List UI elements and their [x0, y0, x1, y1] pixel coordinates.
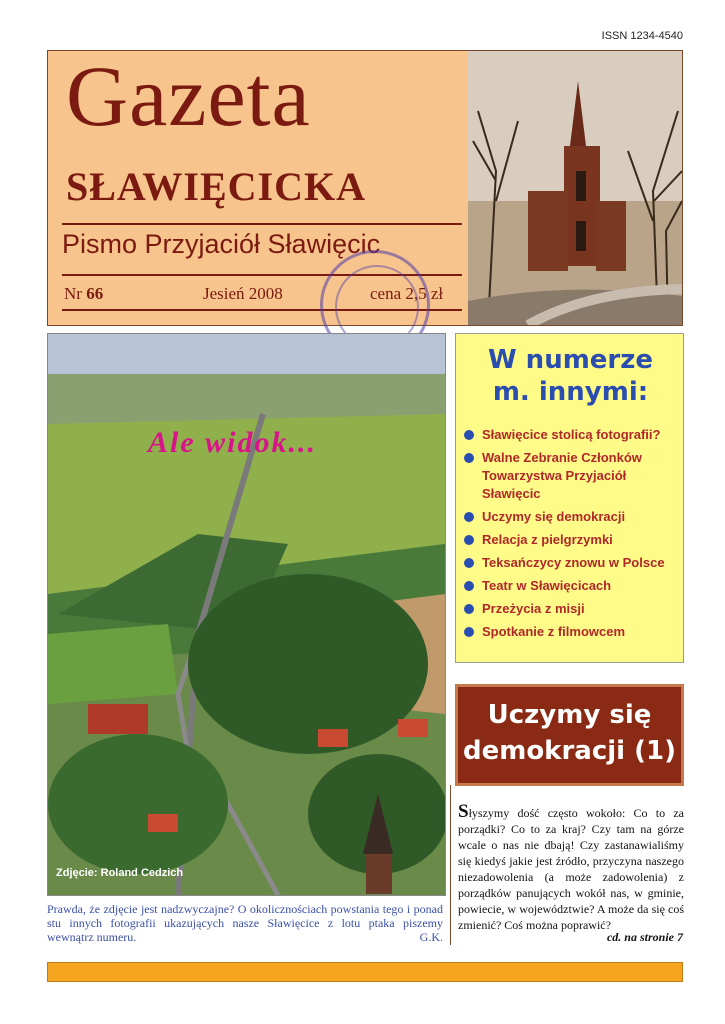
feature-headline-line1: Uczymy się [487, 700, 652, 730]
photo-caption [47, 902, 443, 944]
issue-number-value: 66 [86, 284, 104, 303]
photo-credit: Zdjęcie: Roland Cedzich [56, 867, 184, 879]
contents-item: Spotkanie z filmowcem [462, 623, 682, 641]
masthead-rule [62, 223, 462, 225]
contents-title [456, 344, 685, 408]
footer-bar [47, 962, 683, 982]
continued-note: cd. na stronie 7 [606, 930, 683, 944]
newspaper-title: Gazeta [66, 48, 311, 144]
church-photo [468, 51, 682, 325]
photo-overlay-title: Ale widok... [148, 426, 318, 459]
caption-text: Prawda, że zdjęcie jest nadzwyczajne? O okolicznościach powstania tego i ponad stu innych fotografii ukazujących nasze Sławięcice z lotu ptaka piszemy wewnątrz numeru. [47, 902, 443, 944]
aerial-photo [47, 333, 446, 896]
newspaper-subtitle: SŁAWIĘCICKA [66, 164, 366, 209]
contents-item: Teksańczycy znowu w Polsce [462, 554, 682, 572]
feature-body: łyszymy dość często wokoło: Co to za porządki? Co to za kraj? Czy tam na górze wcale o nas nie dbają! Czy zastanawialiśmy się kiedyś jakie jest źródło, przyczyna naszego niezadowolenia (a może zadowolenia) z porządków panujących wokół nas, w gminie, powiecie, w województwie? A może da się coś zmienić? Coś można poprawić? [458, 806, 684, 932]
contents-title-line1: W numerze [487, 345, 654, 375]
contents-title-line2: m. innymi: [492, 377, 649, 407]
contents-box [455, 333, 684, 663]
feature-headline-line2: demokracji (1) [462, 736, 676, 766]
caption-signature: G.K. [419, 930, 443, 944]
feature-article [458, 801, 684, 933]
feature-headline [458, 697, 681, 769]
newspaper-tagline: Pismo Przyjaciół Sławięcic [62, 229, 381, 259]
issue-season: Jesień 2008 [203, 284, 283, 303]
contents-item: Uczymy się demokracji [462, 508, 682, 526]
contents-item: Sławięcice stolicą fotografii? [462, 426, 682, 444]
column-divider [450, 785, 451, 945]
contents-item: Teatr w Sławięcicach [462, 577, 682, 595]
contents-item: Relacja z pielgrzymki [462, 531, 682, 549]
contents-item: Przeżycia z misji [462, 600, 682, 618]
feature-headline-box [455, 684, 684, 786]
issn-number: ISSN 1234-4540 [601, 30, 683, 42]
contents-item: Walne Zebranie Członków Towarzystwa Przyjaciół Sławięcic [462, 449, 682, 503]
issue-number [64, 284, 103, 304]
contents-list [462, 426, 682, 646]
issue-prefix: Nr [64, 284, 82, 303]
issue-price: cena 2,5 zł [370, 284, 444, 303]
feature-dropcap: S [458, 801, 469, 822]
